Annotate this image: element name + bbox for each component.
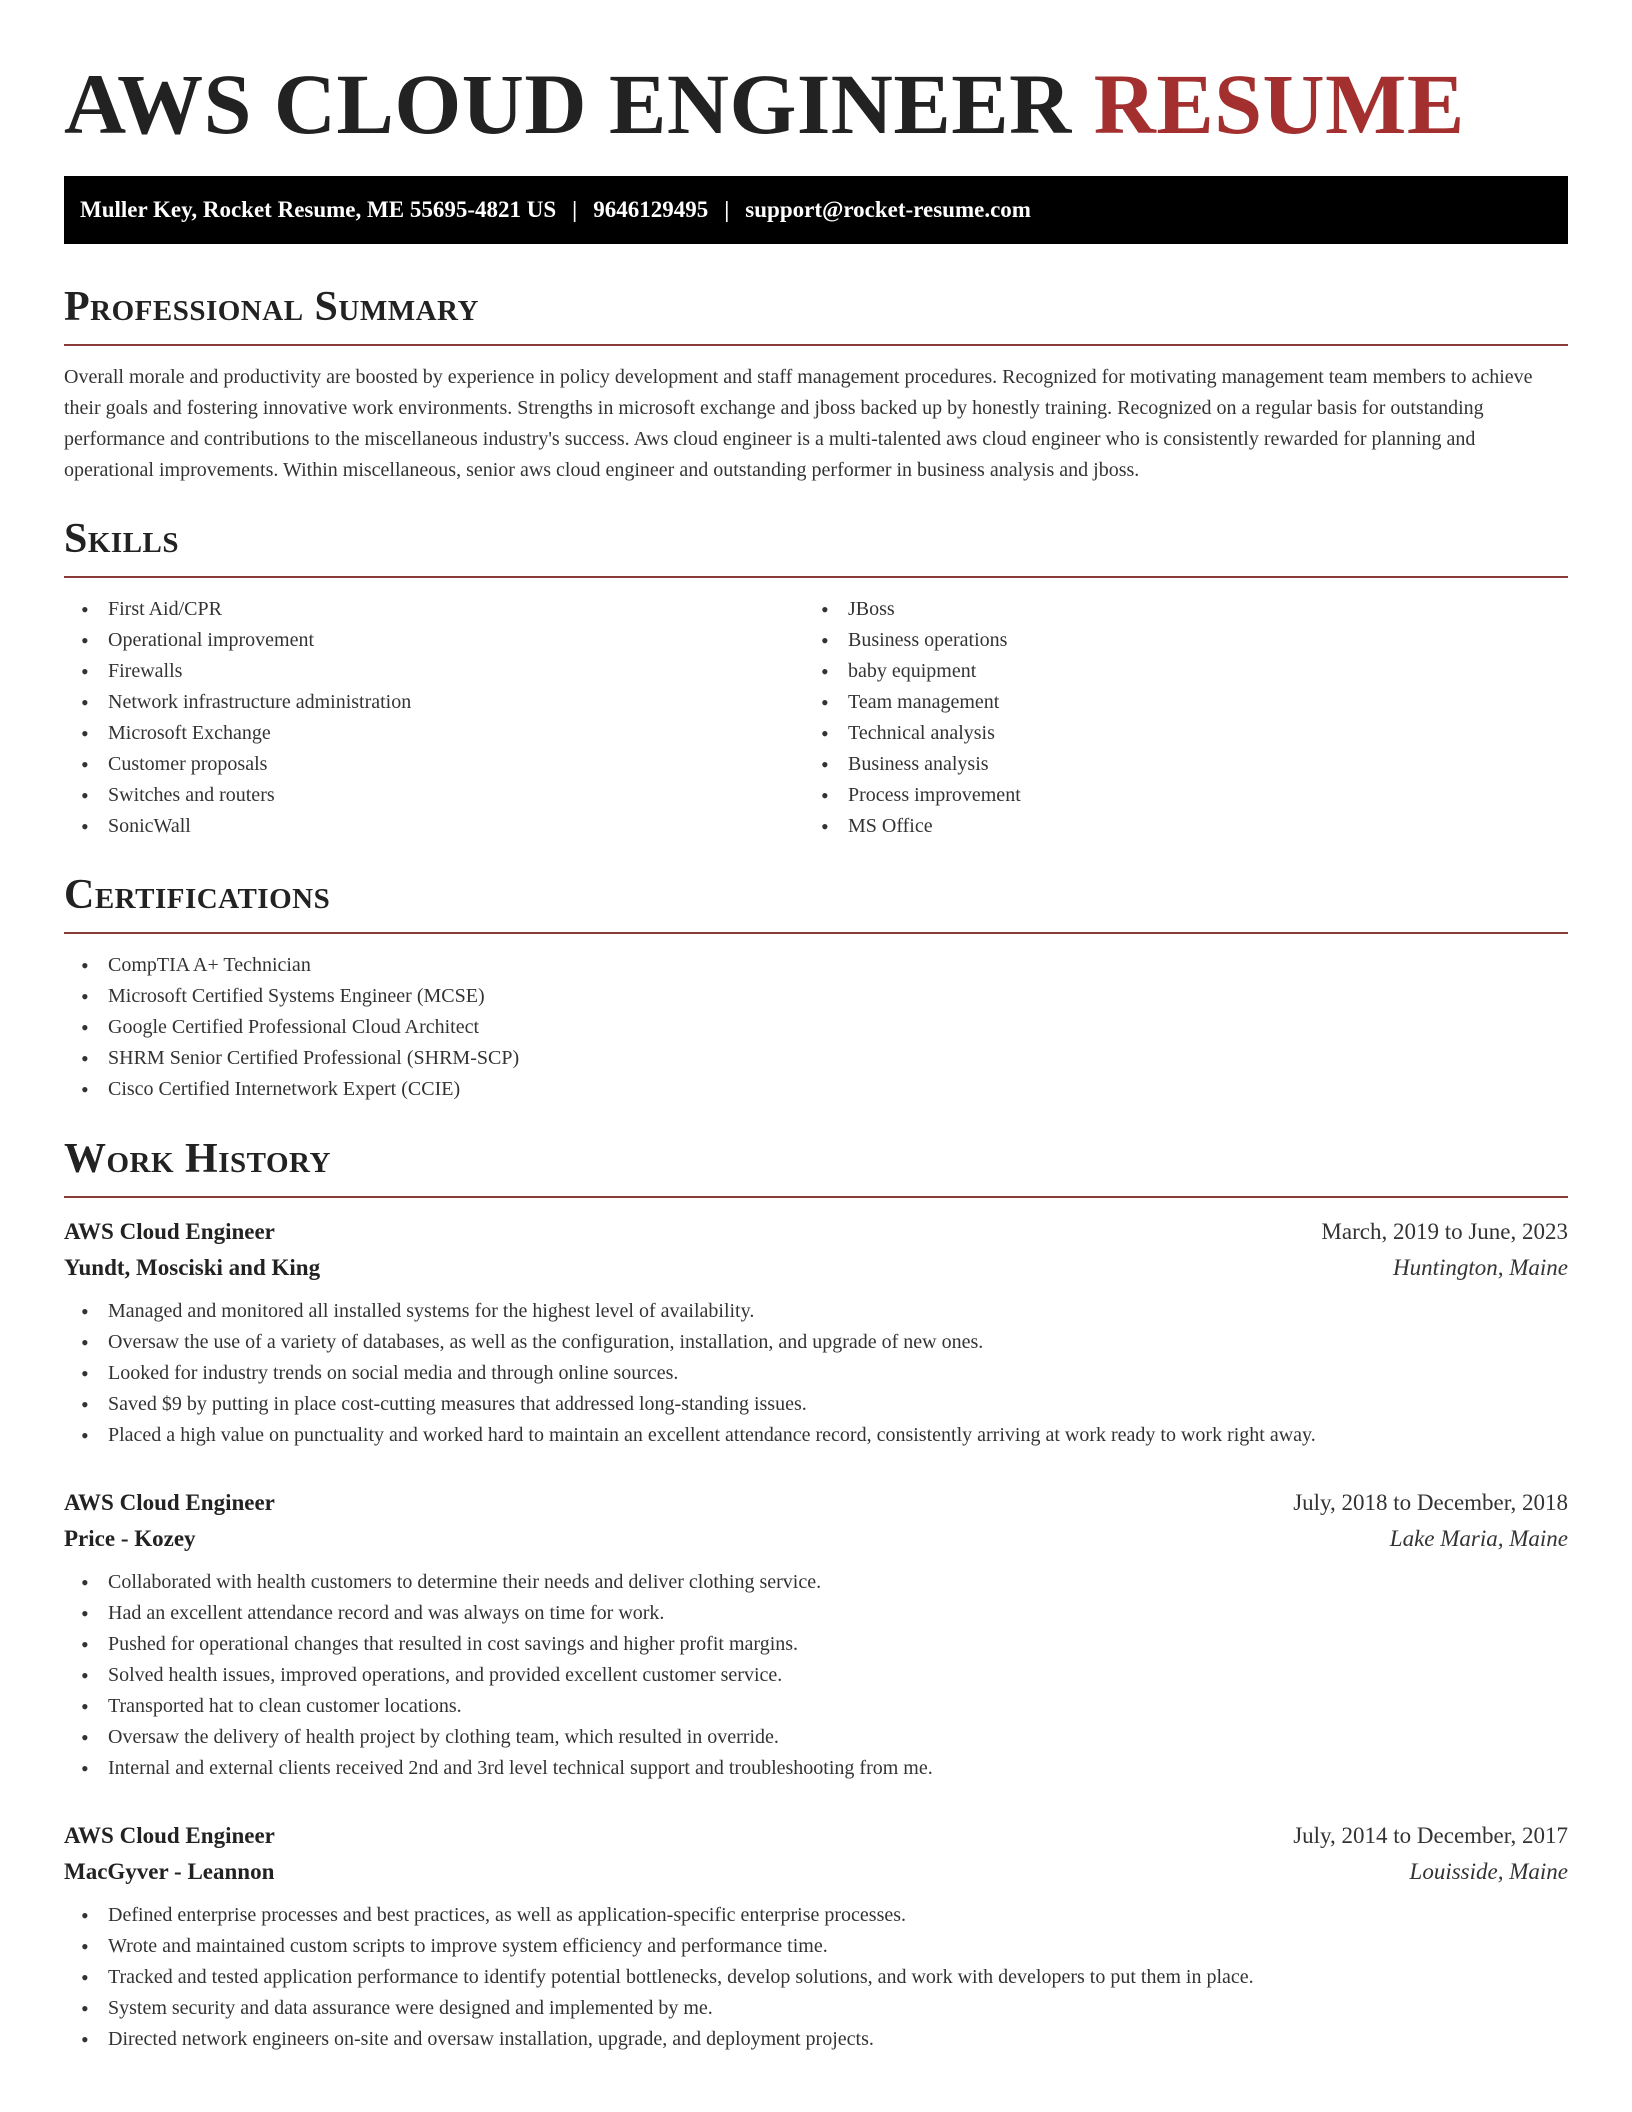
skills-columns	[64, 594, 1568, 842]
contact-phone: 9646129495	[593, 197, 709, 222]
job-entry	[64, 1485, 1568, 1784]
skill-item: • Firewalls	[64, 656, 804, 687]
work-history-heading: Work History	[64, 1132, 1568, 1198]
job-bullet: • Defined enterprise processes and best practices, as well as application-specific enterprise processes.	[64, 1900, 1568, 1931]
job-bullet: • Pushed for operational changes that resulted in cost savings and higher profit margins.	[64, 1629, 1568, 1660]
job-bullet: • Directed network engineers on-site and oversaw installation, upgrade, and deployment projects.	[64, 2024, 1568, 2055]
skills-list-right	[804, 594, 1544, 842]
contact-bar	[64, 176, 1568, 244]
job-header-row	[64, 1485, 1568, 1521]
skill-item: • Business operations	[804, 625, 1544, 656]
job-bullet: • Oversaw the use of a variety of databases, as well as the configuration, installation, and upgrade of new ones.	[64, 1327, 1568, 1358]
contact-separator: |	[724, 197, 730, 222]
resume-title	[64, 56, 1465, 152]
job-location: Huntington, Maine	[1392, 1255, 1568, 1280]
job-bullet: • System security and data assurance were designed and implemented by me.	[64, 1993, 1568, 2024]
job-bullet: • Wrote and maintained custom scripts to improve system efficiency and performance time.	[64, 1931, 1568, 1962]
job-header-row	[64, 1818, 1568, 1854]
job-bullet: • Placed a high value on punctuality and worked hard to maintain an excellent attendance record, consistently arriving at work ready to work right away.	[64, 1420, 1568, 1451]
job-bullet: • Collaborated with health customers to determine their needs and deliver clothing service.	[64, 1567, 1568, 1598]
summary-section	[64, 280, 1568, 486]
job-bullet: • Looked for industry trends on social media and through online sources.	[64, 1358, 1568, 1389]
work-history-section	[64, 1132, 1568, 2055]
contact-email: support@rocket-resume.com	[745, 197, 1031, 222]
skill-item: • Operational improvement	[64, 625, 804, 656]
certification-item: • Microsoft Certified Systems Engineer (MCSE)	[64, 981, 1568, 1012]
job-location: Louisside, Maine	[1409, 1859, 1568, 1884]
skill-item: • Microsoft Exchange	[64, 718, 804, 749]
skill-item: • JBoss	[804, 594, 1544, 625]
contact-address: Muller Key, Rocket Resume, ME 55695-4821 US	[80, 197, 557, 222]
certifications-heading: Certifications	[64, 868, 1568, 934]
skill-item: • baby equipment	[804, 656, 1544, 687]
job-company: MacGyver - Leannon	[64, 1859, 275, 1884]
skills-section	[64, 512, 1568, 842]
skill-item: • Team management	[804, 687, 1544, 718]
skill-item: • Technical analysis	[804, 718, 1544, 749]
certifications-list	[64, 950, 1568, 1105]
job-entry	[64, 1214, 1568, 1451]
job-subheader-row	[64, 1521, 1568, 1557]
job-dates: July, 2014 to December, 2017	[1293, 1823, 1568, 1848]
job-bullets	[64, 1900, 1568, 2055]
job-bullet: • Transported hat to clean customer locations.	[64, 1691, 1568, 1722]
skills-list-left	[64, 594, 804, 842]
job-bullets	[64, 1567, 1568, 1784]
skill-item: • Switches and routers	[64, 780, 804, 811]
job-bullet: • Solved health issues, improved operations, and provided excellent customer service.	[64, 1660, 1568, 1691]
job-dates: July, 2018 to December, 2018	[1293, 1490, 1568, 1515]
job-title: AWS Cloud Engineer	[64, 1823, 275, 1848]
skills-heading: Skills	[64, 512, 1568, 578]
job-bullet: • Managed and monitored all installed systems for the highest level of availability.	[64, 1296, 1568, 1327]
skill-item: • SonicWall	[64, 811, 804, 842]
skill-item: • Network infrastructure administration	[64, 687, 804, 718]
job-bullets	[64, 1296, 1568, 1451]
job-bullet: • Had an excellent attendance record and was always on time for work.	[64, 1598, 1568, 1629]
summary-heading: Professional Summary	[64, 280, 1568, 346]
skill-item: • MS Office	[804, 811, 1544, 842]
job-entry	[64, 1818, 1568, 2055]
summary-text: Overall morale and productivity are boosted by experience in policy development and staff management procedures. Recognized for motivating management team members to achieve their goals and fostering innovative work environments. Strengths in microsoft exchange and jboss backed up by honestly training. Recognized on a regular basis for outstanding performance and contributions to the miscellaneous industry's success. Aws cloud engineer is a multi-talented aws cloud engineer who is consistently rewarded for planning and operational improvements. Within miscellaneous, senior aws cloud engineer and outstanding performer in business analysis and jboss.	[64, 366, 1533, 481]
job-company: Price - Kozey	[64, 1526, 196, 1551]
job-bullet: • Tracked and tested application performance to identify potential bottlenecks, develop solutions, and work with developers to put them in place.	[64, 1962, 1568, 1993]
job-subheader-row	[64, 1854, 1568, 1890]
certifications-section	[64, 868, 1568, 1105]
job-header-row	[64, 1214, 1568, 1250]
skill-item: • Customer proposals	[64, 749, 804, 780]
job-location: Lake Maria, Maine	[1389, 1526, 1568, 1551]
title-accent: RESUME	[1093, 56, 1465, 152]
skill-item: • Business analysis	[804, 749, 1544, 780]
job-title: AWS Cloud Engineer	[64, 1490, 275, 1515]
title-main: AWS CLOUD ENGINEER	[64, 56, 1072, 152]
job-title: AWS Cloud Engineer	[64, 1219, 275, 1244]
job-bullet: • Oversaw the delivery of health project by clothing team, which resulted in override.	[64, 1722, 1568, 1753]
job-bullet: • Saved $9 by putting in place cost-cutting measures that addressed long-standing issues.	[64, 1389, 1568, 1420]
skill-item: • Process improvement	[804, 780, 1544, 811]
certification-item: • Cisco Certified Internetwork Expert (CCIE)	[64, 1074, 1568, 1105]
job-dates: March, 2019 to June, 2023	[1321, 1219, 1568, 1244]
certification-item: • Google Certified Professional Cloud Architect	[64, 1012, 1568, 1043]
certification-item: • CompTIA A+ Technician	[64, 950, 1568, 981]
job-subheader-row	[64, 1250, 1568, 1286]
job-company: Yundt, Mosciski and King	[64, 1255, 321, 1280]
skill-item: • First Aid/CPR	[64, 594, 804, 625]
certification-item: • SHRM Senior Certified Professional (SHRM-SCP)	[64, 1043, 1568, 1074]
contact-separator: |	[572, 197, 578, 222]
job-bullet: • Internal and external clients received 2nd and 3rd level technical support and troubleshooting from me.	[64, 1753, 1568, 1784]
